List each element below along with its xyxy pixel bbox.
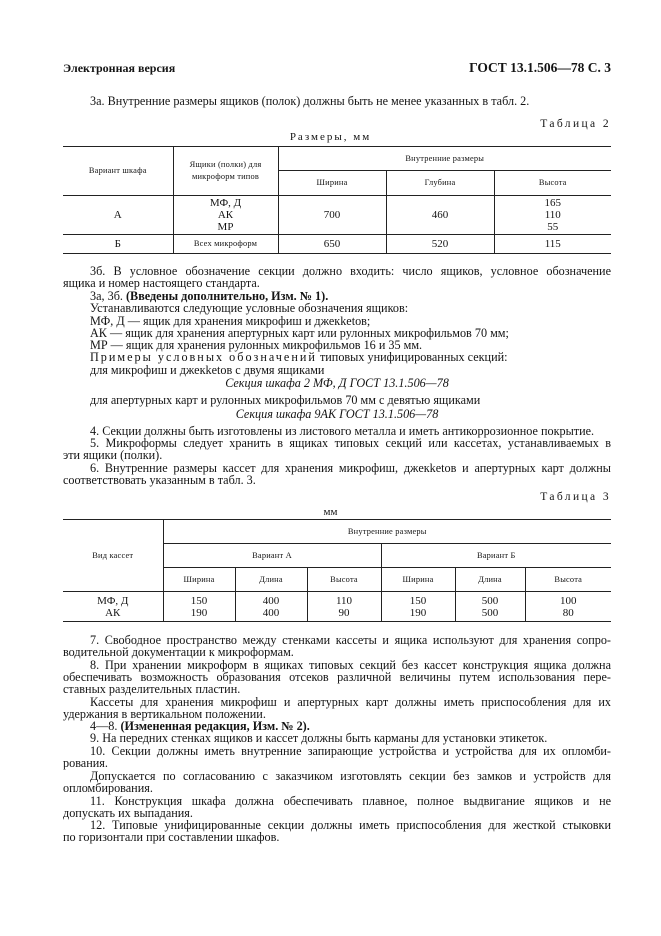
table3-header-variant-a: Вариант А (163, 544, 381, 568)
paragraph-7-line1: 7. Свободное пространство между стенками кассеты и ящика используют для хранения сопро- (90, 633, 611, 647)
table2-header-variant: Вариант шкафа (63, 147, 173, 196)
paragraph-5-line2: эти ящики (полки). (63, 448, 163, 462)
paragraph-ak: АК — ящик для хранения апертурных карт или рулонных микрофильмов 70 мм; (90, 326, 509, 340)
paragraph-5-line1: 5. Микроформы следует хранить в ящиках типовых секций или кассетах, устанавливаемых в (90, 436, 611, 450)
paragraph-8b-line1: Кассеты для хранения микрофиш и апертурных карт должны иметь приспособления для их (90, 695, 611, 709)
paragraph-for-mf: для микрофиш и джекketов с двумя ящиками (90, 363, 325, 377)
table2-cell: 460 (386, 196, 494, 235)
paragraph-3a3b: 3а, 3б. (Введены дополнительно, Изм. № 1). (90, 289, 329, 303)
table2-cell: 700 (278, 196, 386, 235)
paragraph-3b-line1: 3б. В условное обозначение секции должно входить: число ящиков, условное обозначение (90, 264, 611, 278)
table2-cell: А (63, 196, 173, 235)
paragraph-4-8: 4—8. (Измененная редакция, Изм. № 2). (90, 719, 310, 733)
paragraph-11-line1: 11. Конструкция шкафа должна обеспечивать плавное, полное выдвигание ящиков и не (90, 794, 611, 808)
table2-header-boxes: Ящики (полки) для микроформ типов (173, 147, 278, 196)
table2-header-width: Ширина (278, 171, 386, 196)
paragraph-7-line2: водительной документации к микроформам. (63, 645, 294, 659)
table3-header-b-width: Ширина (381, 568, 455, 592)
paragraph-3b-line2: ящика и номер настоящего стандарта. (63, 276, 260, 290)
table3-header-b-height: Высота (525, 568, 611, 592)
table2-cell: Всех микроформ (173, 235, 278, 254)
paragraph-11-line2: допускать их выпадания. (63, 806, 193, 820)
table2-cell: МФ, Д АК МР (173, 196, 278, 235)
table2-header-inner: Внутренние размеры (278, 147, 611, 171)
paragraph-9: 9. На передних стенках ящиков и кассет должны быть карманы для установки этикеток. (90, 731, 548, 745)
table2-cell: 650 (278, 235, 386, 254)
table3-cell: 110 90 (307, 592, 381, 622)
paragraph-6-line2: соответствовать указанным в табл. 3. (63, 473, 256, 487)
table3-units: мм (323, 506, 338, 518)
paragraph-mr: МР — ящик для хранения рулонных микрофильмов 16 и 35 мм. (90, 338, 423, 352)
paragraph-8-line1: 8. При хранении микроформ в ящиках типовых секций без кассет конструкция ящика должна (90, 658, 611, 672)
table2-header-height: Высота (494, 171, 611, 196)
table3-cell: 150 190 (163, 592, 235, 622)
table2-cell: 520 (386, 235, 494, 254)
paragraph-12-line1: 12. Типовые унифицированные секции должны иметь приспособления для жесткой стыковки (90, 818, 611, 832)
table3-cell: 500 500 (455, 592, 525, 622)
table3-header-variant-b: Вариант Б (381, 544, 611, 568)
table2-cell: 165 110 55 (544, 197, 561, 233)
paragraph-3a: 3а. Внутренние размеры ящиков (полок) должны быть не менее указанных в табл. 2. (90, 94, 530, 108)
paragraph-12-line2: по горизонтали при составлении шкафов. (63, 830, 280, 844)
table3-header-a-width: Ширина (163, 568, 235, 592)
table-row (63, 592, 611, 622)
table2-cell: Б (63, 235, 173, 254)
paragraph-10b-line2: опломбирования. (63, 781, 153, 795)
paragraph-mf: МФ, Д — ящик для хранения микрофиш и джекketов; (90, 314, 371, 328)
paragraph-for-ak: для апертурных карт и рулонных микрофильмов 70 мм с девятью ящиками (90, 393, 481, 407)
table3-header-b-length: Длина (455, 568, 525, 592)
table3-header-inner: Внутренние размеры (163, 520, 611, 544)
table2-label: Таблица 2 (540, 118, 611, 130)
paragraph-10-line1: 10. Секции должны иметь внутренние запирающие устройства и устройства для их опломби- (90, 744, 611, 758)
paragraph-10-line2: рования. (63, 756, 108, 770)
table-row (63, 196, 611, 235)
table3-cell: 100 80 (525, 592, 611, 622)
table2-cell: 115 (494, 235, 611, 254)
table3-cell: МФ, Д АК (63, 592, 163, 622)
paragraph-4: 4. Секции должны быть изготовлены из листового металла и иметь антикоррозионное покрытие. (90, 424, 595, 438)
paragraph-8-line2: обеспечивать возможность образования отсеков различной величины путем использования пере- (63, 670, 611, 684)
paragraph-10b-line1: Допускается по согласованию с заказчиком изготовлять секции без замков и устройств для (90, 769, 611, 783)
paragraph-install: Устанавливаются следующие условные обозначения ящиков: (90, 301, 409, 315)
table-row (63, 235, 611, 254)
table-3 (63, 519, 611, 622)
table3-header-a-length: Длина (235, 568, 307, 592)
table3-header-a-height: Высота (307, 568, 381, 592)
table2-header-depth: Глубина (386, 171, 494, 196)
example-2: Секция шкафа 9АК ГОСТ 13.1.506—78 (235, 407, 439, 421)
header-right: ГОСТ 13.1.506—78 С. 3 (469, 60, 611, 75)
paragraph-8b-line2: удержания в вертикальном положении. (63, 707, 266, 721)
table-2 (63, 146, 611, 254)
table2-units: Размеры, мм (289, 131, 372, 143)
paragraph-examples: Примеры условных обозначений типовых унифицированных секций: (90, 350, 508, 364)
example-1: Секция шкафа 2 МФ, Д ГОСТ 13.1.506—78 (225, 376, 449, 390)
table3-cell: 400 400 (235, 592, 307, 622)
header-left: Электронная версия (63, 61, 176, 75)
table3-label: Таблица 3 (540, 491, 611, 503)
table3-header-kind: Вид кассет (63, 520, 163, 592)
paragraph-6-line1: 6. Внутренние размеры кассет для хранения микрофиш, джекketов и апертурных карт должны (90, 461, 611, 475)
table3-cell: 150 190 (381, 592, 455, 622)
paragraph-8-line3: ставных разделительных пластин. (63, 682, 241, 696)
